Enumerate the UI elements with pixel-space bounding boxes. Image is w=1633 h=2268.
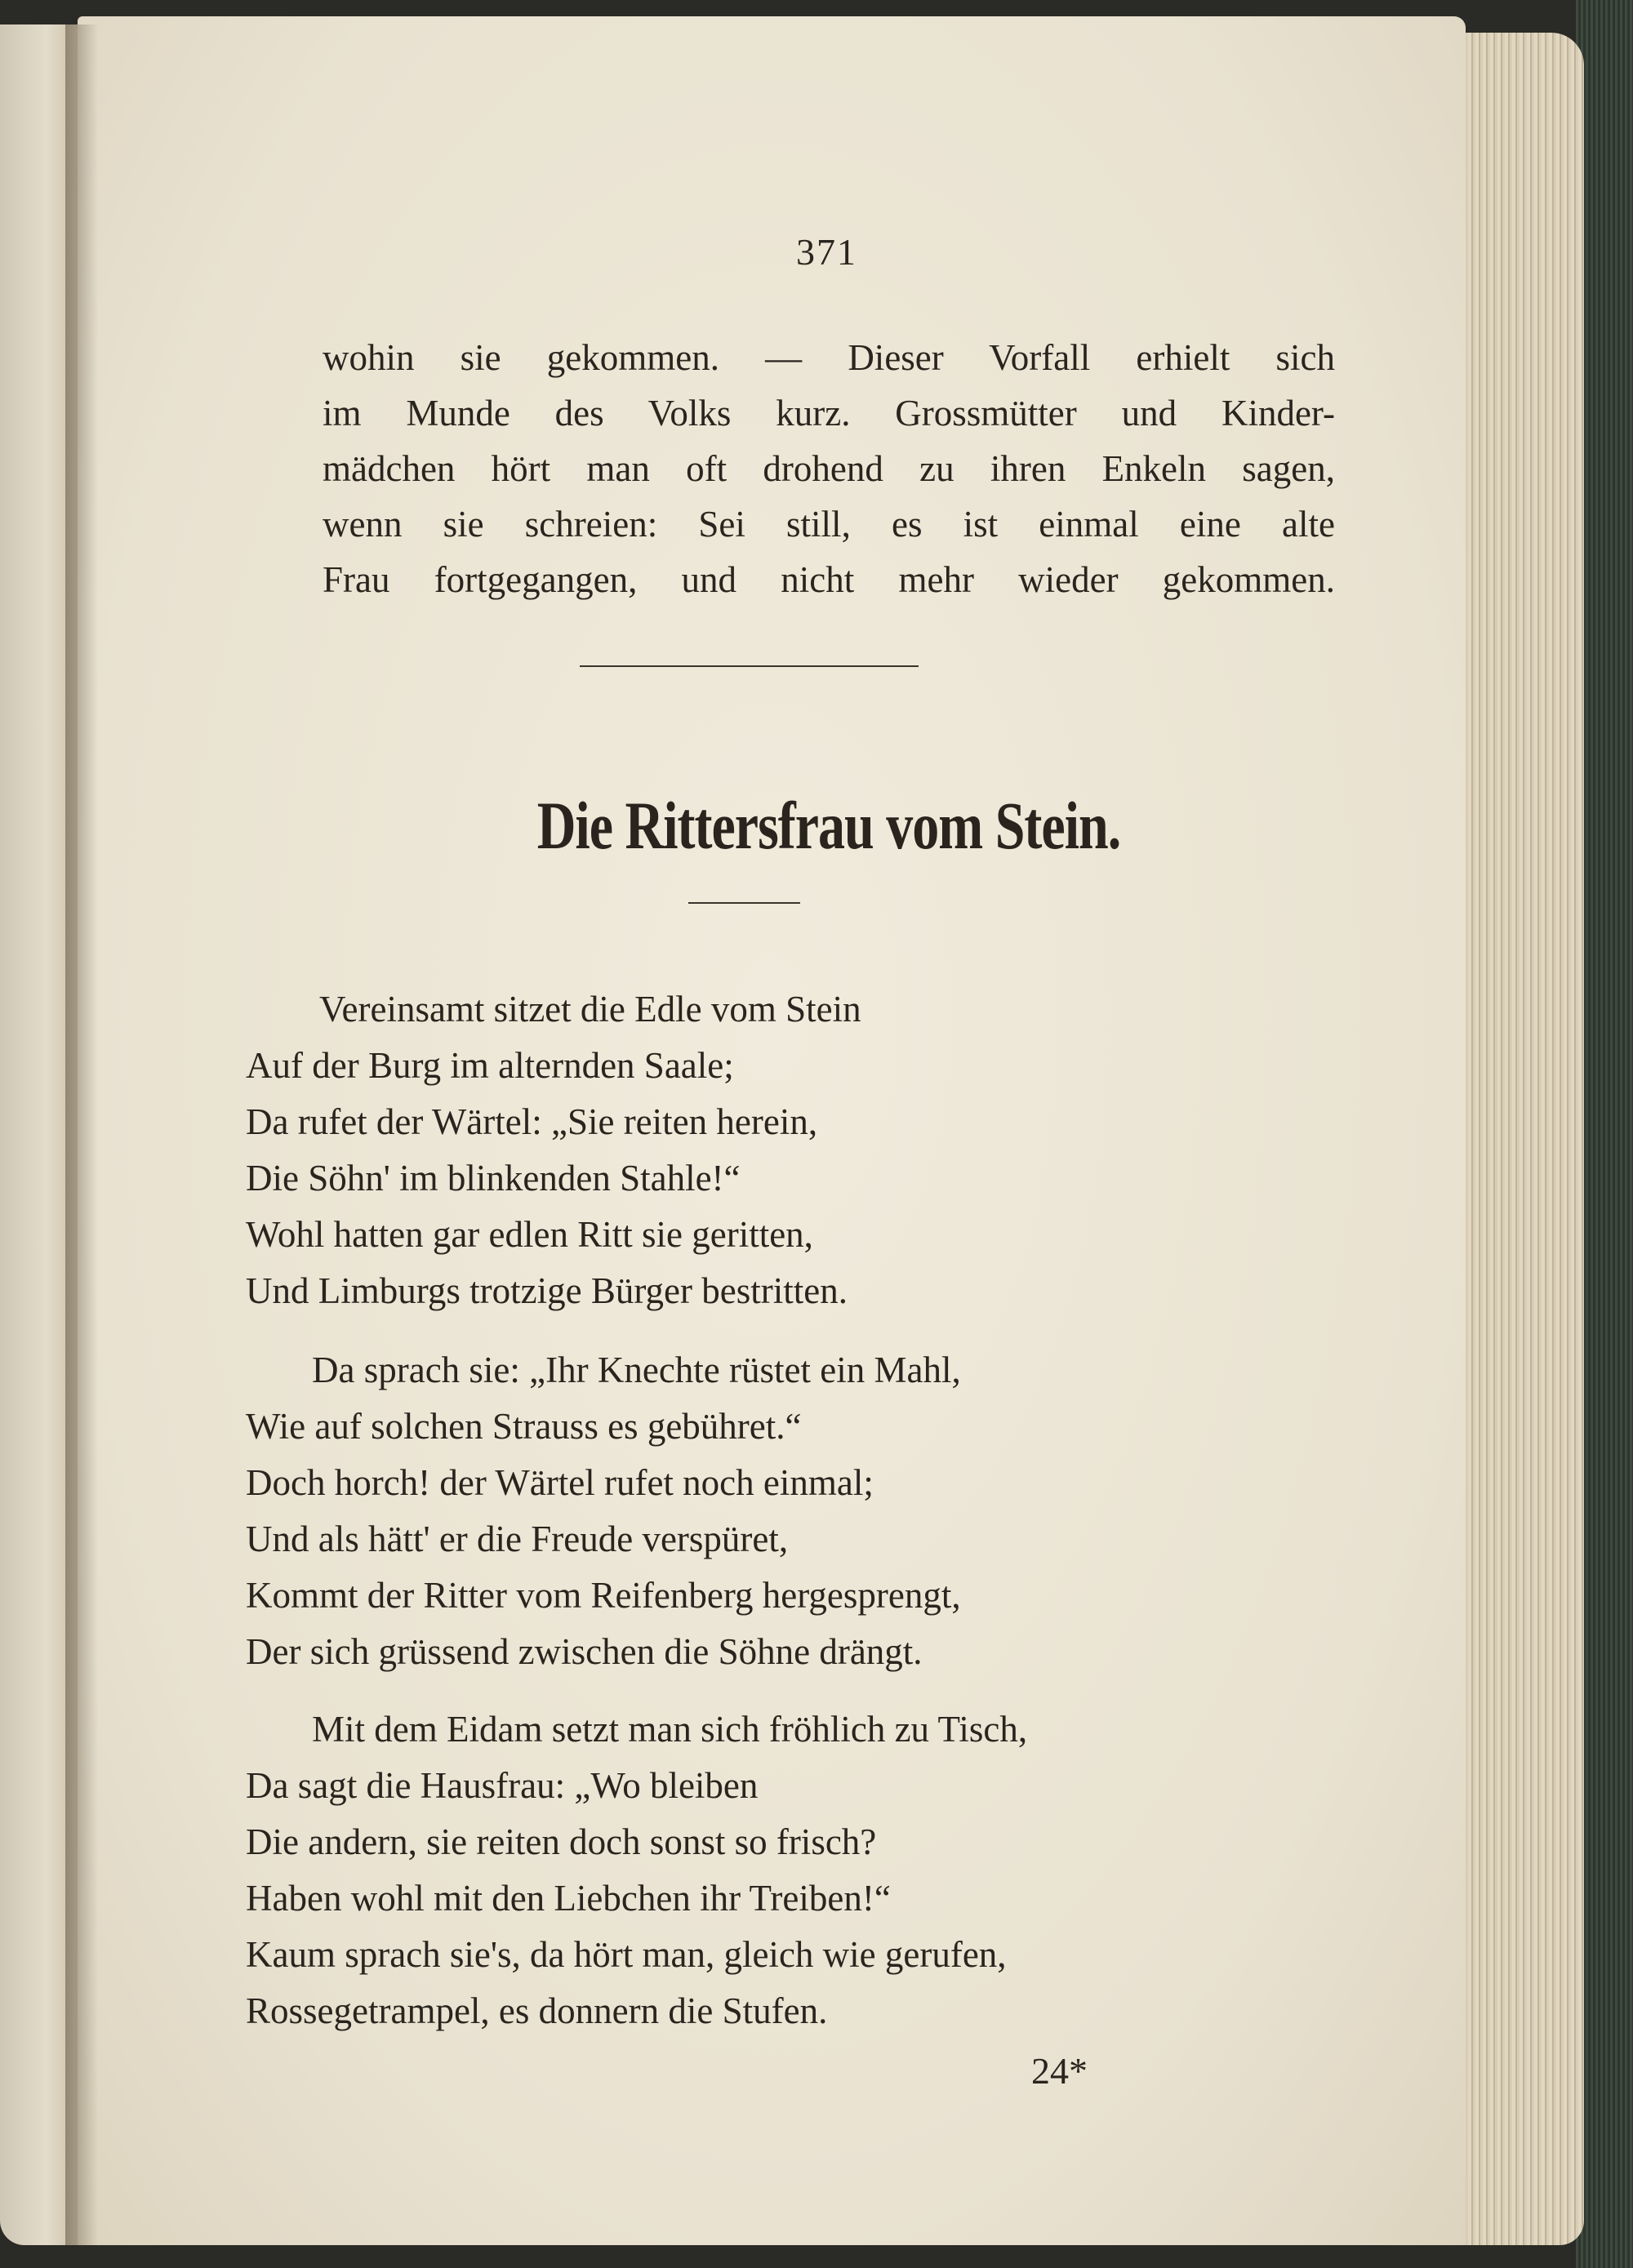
verse-line: Und Limburgs trotzige Bürger bestritten. [246,1270,848,1311]
verse-line: Da sprach sie: „Ihr Knechte rüstet ein Mahl, [312,1350,961,1390]
book-page [78,16,1466,2245]
signature-mark: 24* [1031,2050,1088,2092]
verse-line: Kaum sprach sie's, da hört man, gleich wie gerufen, [246,1934,1007,1975]
page-gutter-shadow [65,24,98,2245]
prose-line: wohin sie gekommen. — Dieser Vorfall erhielt sich [323,337,1335,378]
verse-line: Kommt der Ritter vom Reifenberg hergesprengt, [246,1575,961,1616]
verse-line: Wie auf solchen Strauss es gebühret.“ [246,1406,802,1447]
verse-line: Die Söhn' im blinkenden Stahle!“ [246,1158,741,1198]
page-edges [1453,33,1584,2245]
prose-line: Frau fortgegangen, und nicht mehr wieder gekommen. [323,559,1335,600]
title-rule [688,902,800,904]
prose-line: wenn sie schreien: Sei still, es ist einmal eine alte [323,504,1335,545]
verse-line: Haben wohl mit den Liebchen ihr Treiben!“ [246,1878,891,1919]
page-number: 371 [796,231,857,273]
poem-title: Die Rittersfrau vom Stein. [536,789,1121,864]
verse-line: Und als hätt' er die Freude verspüret, [246,1519,789,1559]
verse-line: Der sich grüssend zwischen die Söhne drängt. [246,1631,923,1672]
verse-line: Die andern, sie reiten doch sonst so frisch? [246,1821,877,1862]
verse-line: Doch horch! der Wärtel rufet noch einmal; [246,1462,874,1503]
verse-line: Vereinsamt sitzet die Edle vom Stein [319,989,861,1029]
verse-line: Auf der Burg im alternden Saale; [246,1045,734,1086]
verse-line: Da sagt die Hausfrau: „Wo bleiben [246,1765,759,1806]
prose-line: mädchen hört man oft drohend zu ihren Enkeln sagen, [323,448,1335,489]
section-divider [580,665,919,667]
verse-line: Wohl hatten gar edlen Ritt sie geritten, [246,1214,813,1255]
book-cover [1576,0,1633,2268]
verse-line: Da rufet der Wärtel: „Sie reiten herein, [246,1101,818,1142]
verse-line: Mit dem Eidam setzt man sich fröhlich zu Tisch, [312,1709,1028,1750]
prose-line: im Munde des Volks kurz. Grossmütter und Kinder- [323,393,1335,434]
verse-line: Rossegetrampel, es donnern die Stufen. [246,1990,828,2031]
